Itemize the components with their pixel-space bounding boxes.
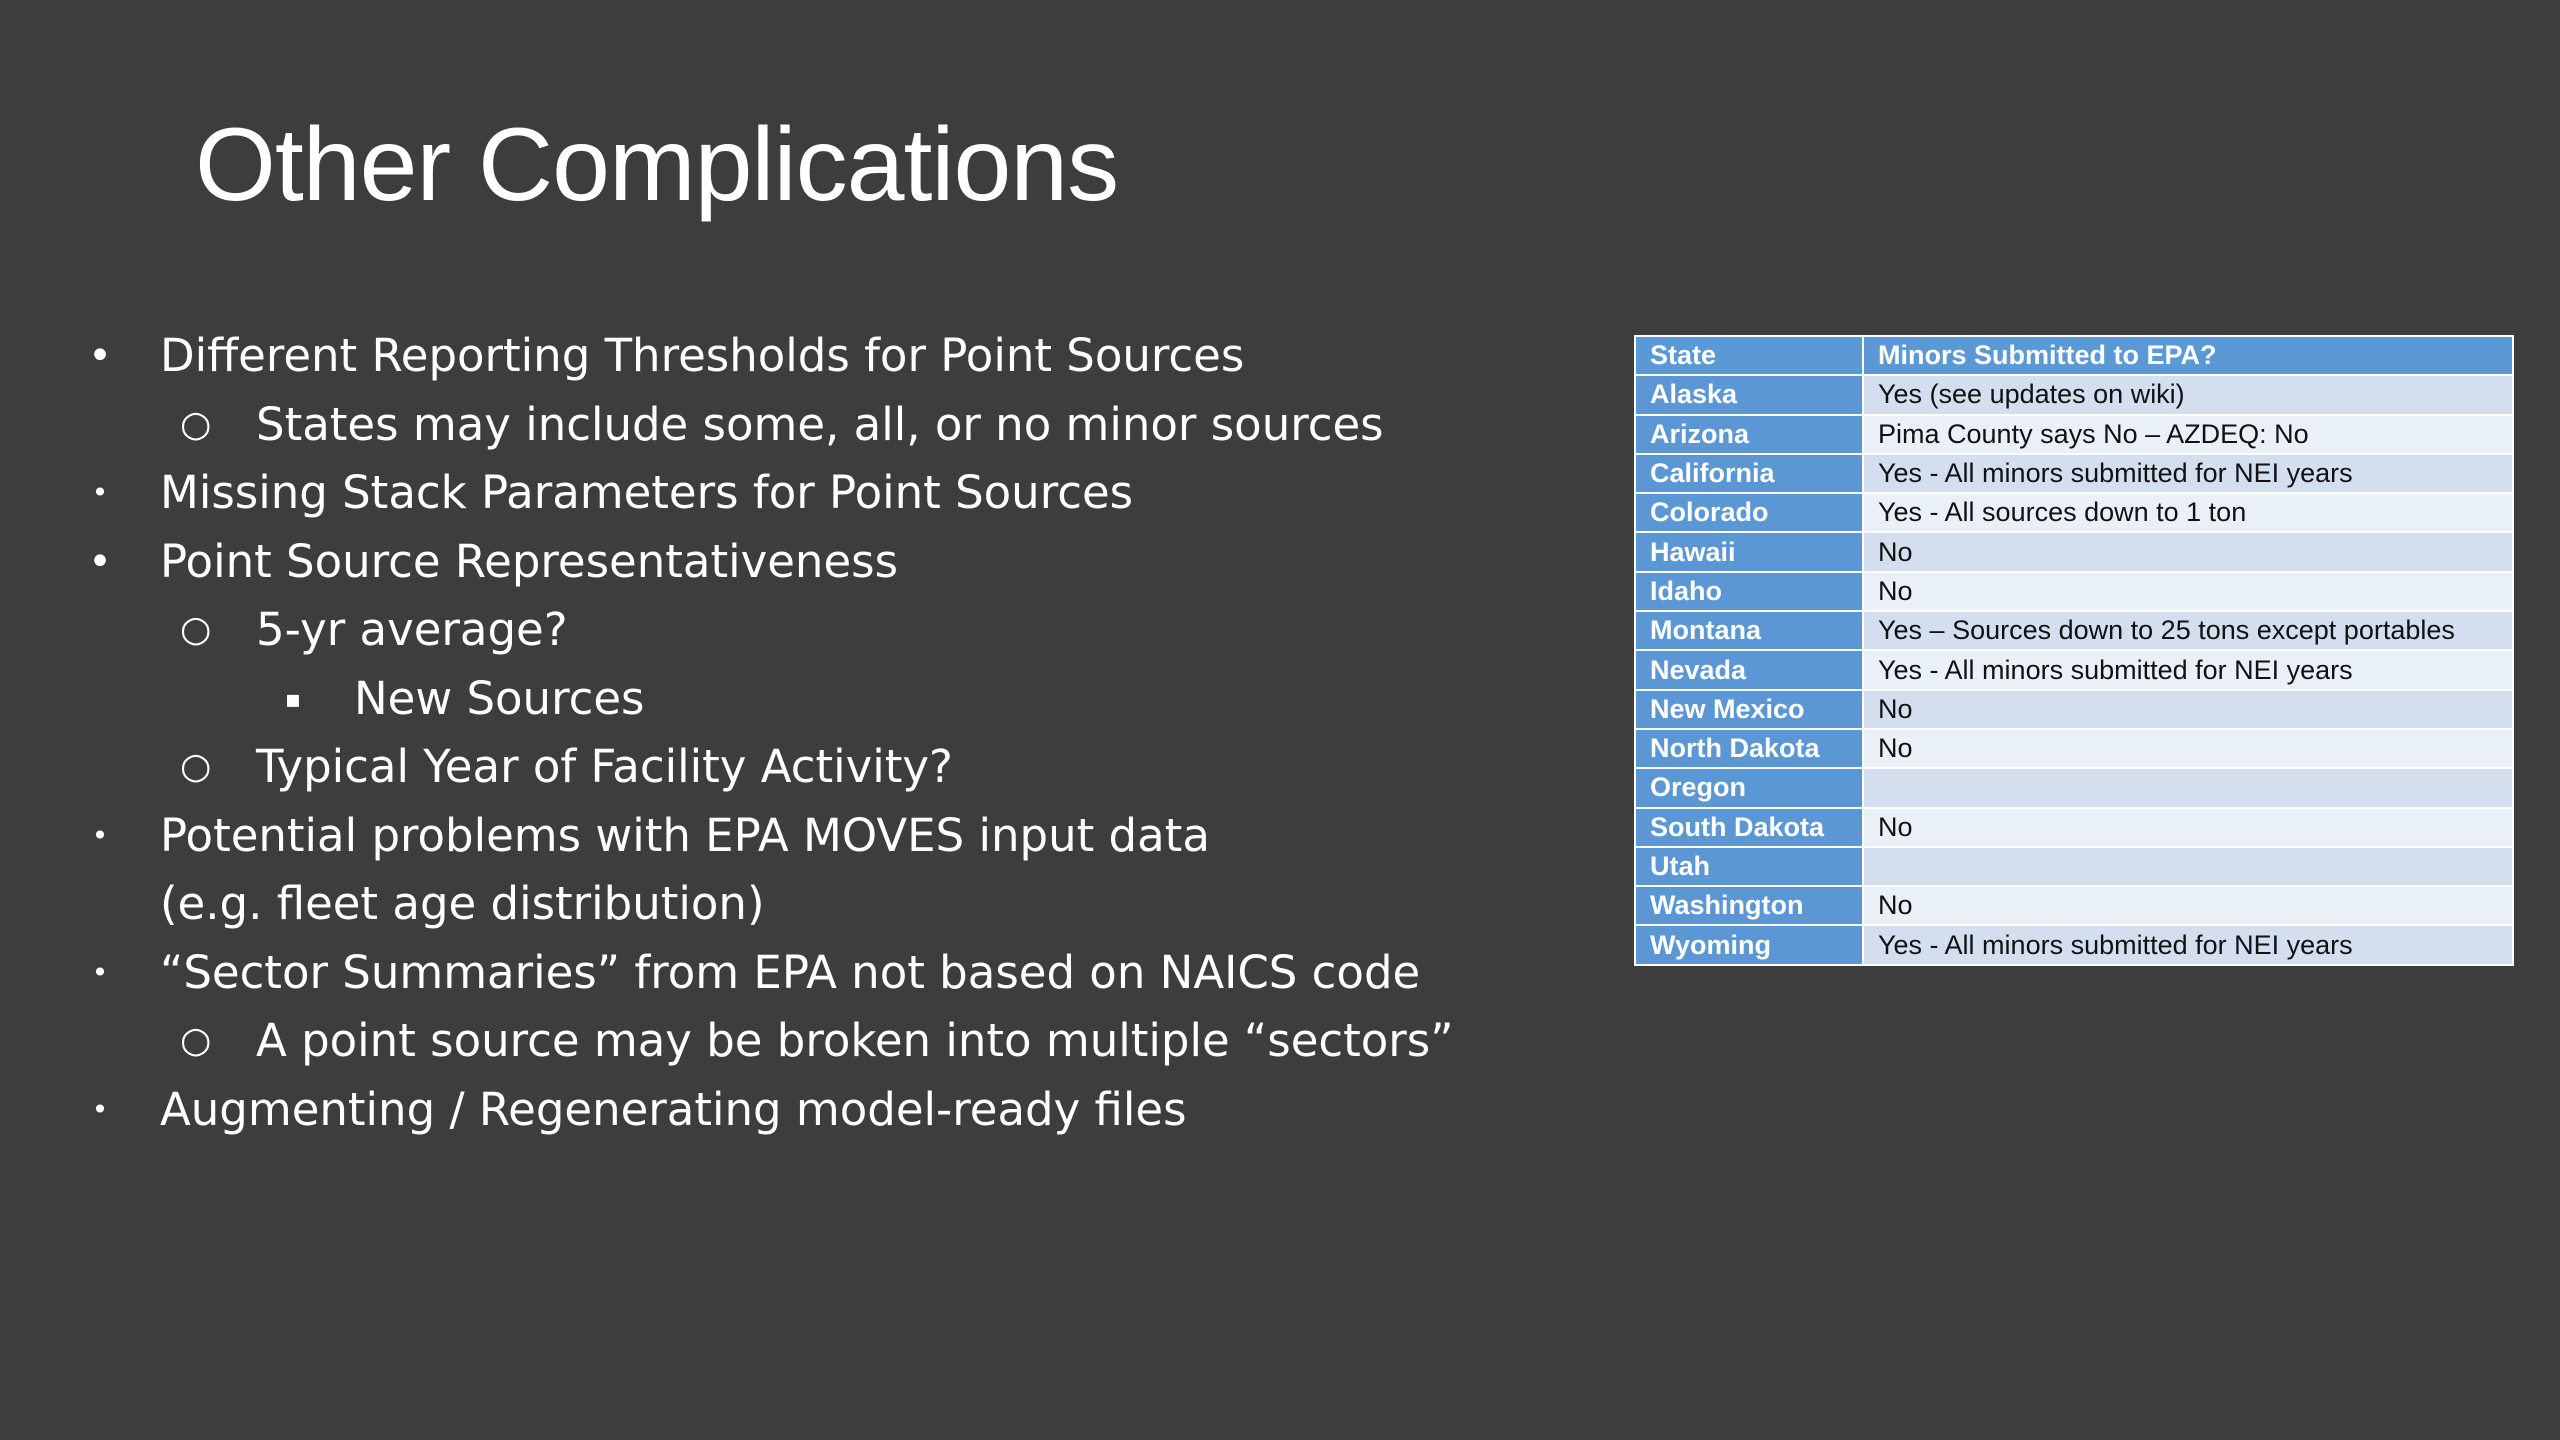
bullet-marker-icon: •	[91, 818, 109, 852]
minors-submitted-cell: No	[1863, 532, 2513, 571]
table-row	[1635, 454, 2513, 493]
minors-submitted-cell: Yes (see updates on wiki)	[1863, 375, 2513, 414]
bullet-item	[85, 802, 1565, 871]
bullet-text: Point Source Representativeness	[160, 534, 899, 588]
bullet-text: States may include some, all, or no minor sources	[256, 397, 1384, 451]
state-cell: Hawaii	[1635, 532, 1863, 571]
table-row	[1635, 925, 2513, 964]
table-row	[1635, 493, 2513, 532]
state-cell: California	[1635, 454, 1863, 493]
state-cell: Oregon	[1635, 768, 1863, 807]
table-row	[1635, 808, 2513, 847]
state-cell: Arizona	[1635, 415, 1863, 454]
bullet-item	[85, 322, 1565, 391]
bullet-marker-icon: •	[91, 955, 109, 989]
bullet-list	[85, 322, 1565, 1144]
bullet-text: Missing Stack Parameters for Point Sources	[160, 466, 1134, 519]
table-row	[1635, 886, 2513, 925]
minors-table	[1634, 335, 2514, 966]
bullet-text: (e.g. fleet age distribution)	[160, 877, 765, 930]
table-row	[1635, 572, 2513, 611]
bullet-marker-icon: ○	[180, 1020, 212, 1061]
minors-submitted-cell: Pima County says No – AZDEQ: No	[1863, 415, 2513, 454]
state-cell: South Dakota	[1635, 808, 1863, 847]
state-cell: Wyoming	[1635, 925, 1863, 964]
bullet-text: “Sector Summaries” from EPA not based on NAICS code	[160, 945, 1421, 999]
bullet-marker-icon: •	[88, 333, 112, 379]
table-row	[1635, 375, 2513, 414]
table-row	[1635, 690, 2513, 729]
bullet-marker-icon: •	[91, 476, 109, 509]
minors-submitted-cell	[1863, 847, 2513, 886]
minors-submitted-cell: No	[1863, 729, 2513, 768]
bullet-item	[85, 528, 1565, 597]
bullet-marker-icon: •	[88, 538, 112, 585]
bullet-item	[85, 459, 1565, 528]
state-cell: Idaho	[1635, 572, 1863, 611]
state-cell: New Mexico	[1635, 690, 1863, 729]
bullet-text: 5-yr average?	[256, 603, 568, 656]
bullet-item	[85, 733, 1565, 802]
minors-submitted-cell: No	[1863, 886, 2513, 925]
minors-submitted-cell: Yes - All minors submitted for NEI years	[1863, 925, 2513, 964]
bullet-marker-icon: ○	[180, 609, 212, 650]
slide-title: Other Complications	[195, 107, 1119, 223]
header-state: State	[1635, 336, 1863, 375]
table-row	[1635, 768, 2513, 807]
bullet-item	[85, 391, 1565, 460]
state-cell: Montana	[1635, 611, 1863, 650]
state-cell: Colorado	[1635, 493, 1863, 532]
table-header-row	[1635, 336, 2513, 375]
bullet-item	[85, 596, 1565, 665]
state-cell: Nevada	[1635, 650, 1863, 689]
table-row	[1635, 729, 2513, 768]
table-row	[1635, 415, 2513, 454]
table-row	[1635, 532, 2513, 571]
bullet-item	[85, 1007, 1565, 1076]
minors-submitted-cell: Yes – Sources down to 25 tons except portables	[1863, 611, 2513, 650]
header-minors-submitted: Minors Submitted to EPA?	[1863, 336, 2513, 375]
table-row	[1635, 650, 2513, 689]
bullet-text: A point source may be broken into multiple “sectors”	[256, 1014, 1454, 1067]
table-body	[1635, 375, 2513, 964]
minors-submitted-cell: No	[1863, 690, 2513, 729]
bullet-item	[85, 939, 1565, 1008]
bullet-text: New Sources	[354, 671, 645, 725]
state-cell: Utah	[1635, 847, 1863, 886]
state-cell: Alaska	[1635, 375, 1863, 414]
bullet-marker-icon: ○	[180, 746, 212, 787]
minors-submitted-cell	[1863, 768, 2513, 807]
bullet-text: Potential problems with EPA MOVES input data	[160, 808, 1210, 862]
table-row	[1635, 611, 2513, 650]
bullet-marker-icon: ▪	[284, 684, 302, 713]
bullet-marker-icon: ○	[180, 403, 212, 445]
bullet-text: Typical Year of Facility Activity?	[256, 740, 953, 793]
minors-submitted-cell: No	[1863, 572, 2513, 611]
minors-submitted-cell: Yes - All minors submitted for NEI years	[1863, 454, 2513, 493]
bullet-item	[85, 1076, 1565, 1145]
bullet-item	[85, 870, 1565, 939]
minors-submitted-cell: No	[1863, 808, 2513, 847]
state-cell: Washington	[1635, 886, 1863, 925]
bullet-text: Augmenting / Regenerating model-ready files	[160, 1082, 1187, 1136]
bullet-text: Different Reporting Thresholds for Point Sources	[160, 329, 1245, 382]
state-cell: North Dakota	[1635, 729, 1863, 768]
bullet-marker-icon: •	[91, 1092, 109, 1126]
table-row	[1635, 847, 2513, 886]
minors-submitted-cell: Yes - All sources down to 1 ton	[1863, 493, 2513, 532]
bullet-item	[85, 665, 1565, 734]
minors-submitted-cell: Yes - All minors submitted for NEI years	[1863, 650, 2513, 689]
